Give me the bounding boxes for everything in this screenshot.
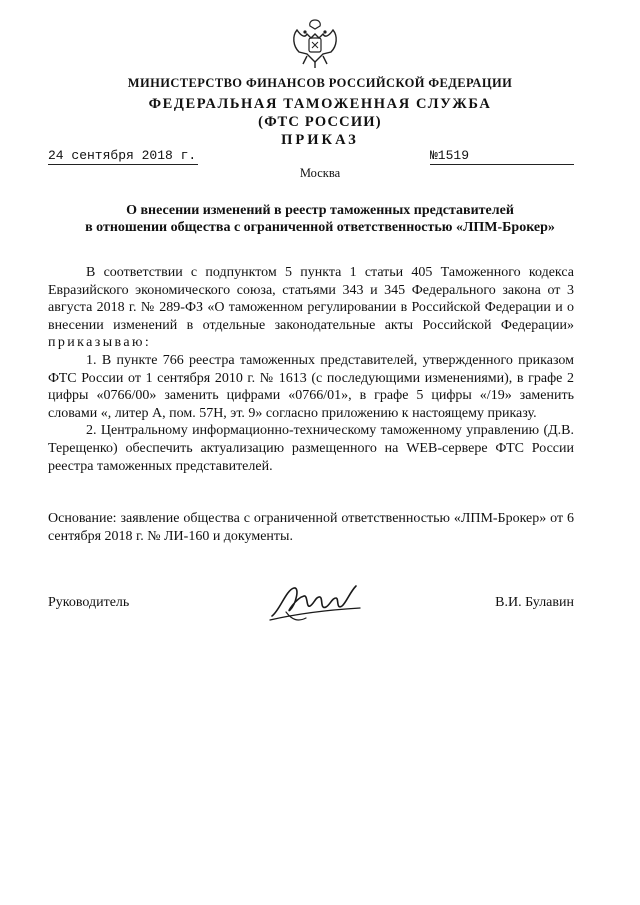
- order-title: [40, 202, 600, 236]
- title-line-1: О внесении изменений в реестр таможенных представителей: [126, 203, 514, 218]
- order-body: [48, 264, 574, 475]
- order-city: Москва: [299, 166, 341, 180]
- service-heading: ФЕДЕРАЛЬНАЯ ТАМОЖЕННАЯ СЛУЖБА: [148, 96, 492, 112]
- document-type: ПРИКАЗ: [281, 132, 359, 148]
- ministry-heading: МИНИСТЕРСТВО ФИНАНСОВ РОССИЙСКОЙ ФЕДЕРАЦИИ: [127, 76, 513, 90]
- emblem-icon: [289, 16, 341, 70]
- signer-name: В.И. Булавин: [495, 595, 574, 610]
- basis-paragraph: Основание: заявление общества с ограниченной ответственностью «ЛПМ-Брокер» от 6 сентября 2018 г. № ЛИ-160 и документы.: [48, 511, 574, 544]
- order-date: 24 сентября 2018 г.: [48, 148, 197, 163]
- order-word: приказываю:: [48, 335, 152, 351]
- handwritten-signature: [266, 580, 364, 626]
- item-2: 2. Центральному информационно-техническому таможенному управлению (Д.В. Терещенко) обеспечить актуализацию размещенного на WEB-сервере ФТС России реестра таможенных представителей.: [48, 423, 574, 474]
- intro-paragraph: [48, 264, 574, 352]
- order-number: №1519: [430, 148, 574, 165]
- signer-role: Руководитель: [48, 595, 130, 610]
- item-1: 1. В пункте 766 реестра таможенных представителей, утвержденного приказом ФТС России от 1 сентября 2010 г. № 1613 (с последующими изменениями), в графе 2 цифры «0766/00» заменить цифрами «0766/01», в графе 5 цифры «/19» заменить словами «, литер А, пом. 57Н, эт. 9» согласно приложению к настоящему приказу.: [48, 352, 574, 421]
- intro-text: В соответствии с подпунктом 5 пункта 1 статьи 405 Таможенного кодекса Евразийского экономического союза, статьями 343 и 345 Федерального закона от 3 августа 2018 г. № 289-ФЗ «О таможенном регулировании в Российской Федерации и о внесении изменений в отдельные законодательные акты Российской Федерации»: [48, 265, 574, 333]
- title-line-2: в отношении общества с ограниченной ответственностью «ЛПМ-Брокер»: [85, 220, 555, 235]
- service-abbr: (ФТС РОССИИ): [258, 114, 382, 130]
